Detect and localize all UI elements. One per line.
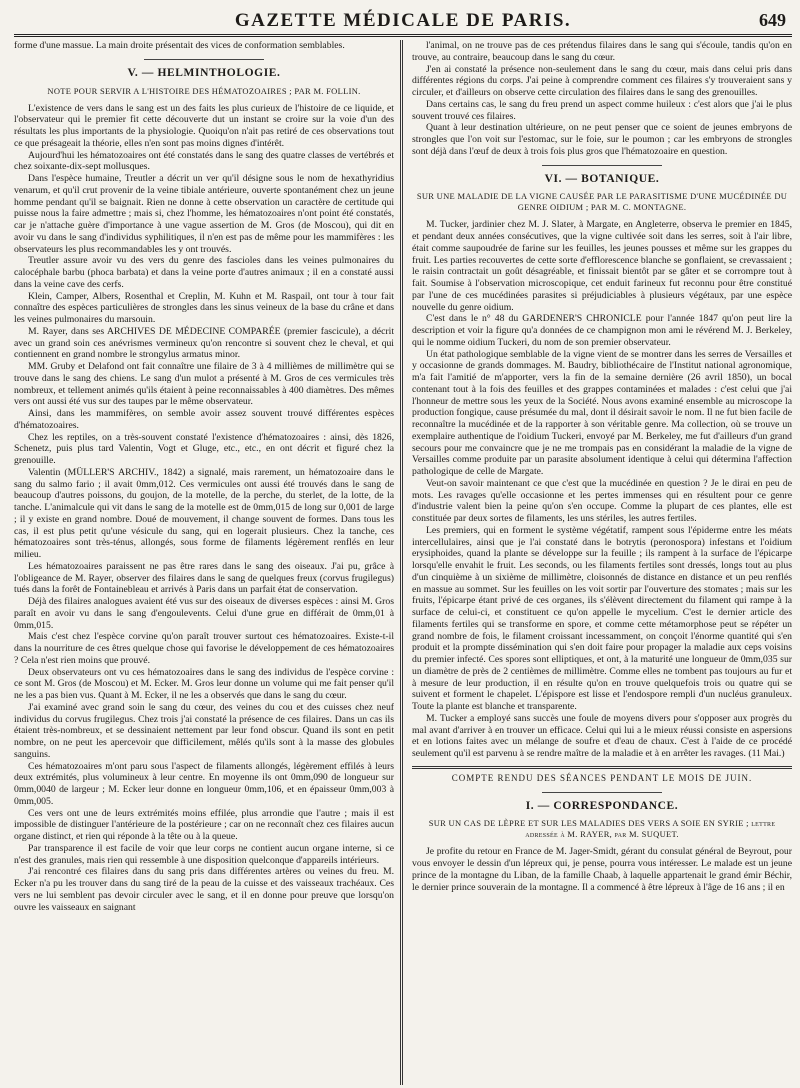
page-number: 649 xyxy=(759,10,786,30)
intro-paragraph: forme d'une massue. La main droite présentait des vices de conformation semblables. xyxy=(14,40,345,51)
double-rule xyxy=(412,766,792,769)
paragraph: L'existence de vers dans le sang est un des faits les plus curieux de l'histoire de ce liquide, et l'observateur qui le premier fit cette découverte dut un instant se croire sur la voie d'un des résultats les plus importants de la physiologie. Quoiqu'on n'ait pas retiré de ces observations tout ce que présageait la théorie, elles n'en sont pas moins dignes d'intérêt. xyxy=(14,102,395,149)
paragraph: l'animal, on ne trouve pas de ces prétendus filaires dans le sang qui s'écoule, tandis qu'on en trouve, au contraire, beaucoup dans le sang du cœur. xyxy=(412,40,792,63)
report-title: COMPTE RENDU DES SÉANCES PENDANT LE MOIS DE JUIN. xyxy=(451,772,753,783)
divider xyxy=(542,792,662,793)
masthead xyxy=(14,6,792,32)
article-subtitle-follin: NOTE POUR SERVIR A L'HISTOIRE DES HÉMATOZOAIRES ; PAR M. FOLLIN. xyxy=(47,85,361,96)
paragraph: Dans l'espèce humaine, Treutler a décrit un ver qu'il désigne sous le nom de hexathyridius venarum, et qu'il crut provenir de la veine tibiale antérieure, ouverte spontanément chez un jeune homme pendant qu'il se baignait. Rien ne donne à cette observation un caractère de certitude qui puisse nous la faire admettre ; mais si, chez l'homme, les hématozoaires n'ont point été constatés, car je n'attache guère d'importance à une vague assertion de M. Gros (de Moscou), qui dit en avoir vu dans le sang d'individus syphilitiques, il n'en est pas de même pour les mammifères : les observateurs les plus recommandables les y ont trouvés. xyxy=(14,173,395,255)
letter-body xyxy=(412,846,792,893)
paragraph: Mais c'est chez l'espèce corvine qu'on paraît trouver surtout ces hématozoaires. Existe-t-il dans la nourriture de ces êtres quelque chose qui favorise le développement de ces hématozoaires ? Cela n'est rien moins que prouvé. xyxy=(14,631,395,666)
divider xyxy=(542,165,662,166)
article-subtitle-montagne: SUR UNE MALADIE DE LA VIGNE CAUSÉE PAR LE PARASITISME D'UNE MUCÉDINÉE DU GENRE OIDIUM ; PAR M. C. MONTAGNE. xyxy=(416,191,788,213)
paragraph: Ces hématozoaires m'ont paru sous l'aspect de filaments allongés, légèrement effilés à leurs deux extrémités, plus volumineux à leur centre. En moyenne ils ont 0mm,090 de longueur sur 0mm,0040 de largeur ; M. Ecker leur donne en longueur 0mm,106, et en épaisseur 0mm,003 à 0mm,005. xyxy=(14,760,395,807)
paragraph: MM. Gruby et Delafond ont fait connaître une filaire de 3 à 4 millièmes de millimètre qui se trouve dans le sang des chiens. Le sang d'un mulot a présenté à M. Gros de ces vermicules très nombreux, et tellement animés qu'ils étaient à peine reconnaissables à 400 diamètres. Des mêmes vers ont aussi été vus sur des taupes par le même observateur. xyxy=(14,361,395,408)
section-title-botanique: VI. — BOTANIQUE. xyxy=(544,172,660,185)
paragraph: J'ai rencontré ces filaires dans du sang pris dans différentes artères ou veines du freu. M. Ecker n'a pu les trouver dans du sang tiré de la peau de la cuisse et des vaisseaux trachéaux. Ces vers ne lui semblent pas devoir circuler avec le sang, et il en donne pour preuve que lorsqu'on ouvre les vaisseaux en saignant xyxy=(14,866,395,913)
right-column xyxy=(404,40,792,1085)
header-rule xyxy=(14,34,792,37)
paragraph: Valentin (MÜLLER'S ARCHIV., 1842) a signalé, mais rarement, un hématozoaire dans le sang du salmo fario ; il avait 0mm,012. Ces vermicules ont aussi été trouvés dans le sang de beaucoup d'autres poissons, du goujon, de la motelle, de la perche, du sterlet, de la lotte, de la tanche. L'animalcule qui vit dans le sang de la motelle est de 0mm,015 de long sur 0,001 de large ; il y existe en grand nombre. Doué de mouvement, il change souvent de formes. Dans tous les cas, il est plus petit qu'une vésicule du sang, qui en logerait plusieurs. Chez la tanche, ces hématozoaires sont très-ténus, allongés, sous forme de filaments légèrement renflés en leur milieu. xyxy=(14,466,395,560)
paragraph: Ainsi, dans les mammifères, on semble avoir assez souvent trouvé différentes espèces d'hématozoaires. xyxy=(14,408,395,431)
article-subtitle-suquet: SUR UN CAS DE LÈPRE ET SUR LES MALADIES DES VERS A SOIE EN SYRIE ; lettre adressée à M. RAYER, par M. SUQUET. xyxy=(428,818,776,840)
right-article-body xyxy=(412,219,792,760)
left-column xyxy=(14,40,400,1085)
paragraph: Les hématozoaires paraissent ne pas être rares dans le sang des oiseaux. J'ai pu, grâce à l'obligeance de M. Rayer, observer des filaires dans le sang de quelques freux (corvus frugilegus) tués dans la forêt de Fontainebleau et arrivés à Paris dans un parfait état de conservation. xyxy=(14,560,395,596)
paragraph: C'est dans le n° 48 du GARDENER'S CHRONICLE pour l'année 1847 qu'on peut lire la description et voir la figure qu'a données de ce champignon mon ami le révérend M. J. Berkeley, qui le nomme oidium Tuckeri, du nom de son premier observateur. xyxy=(412,313,792,348)
section-title-helminthologie: V. — HELMINTHOLOGIE. xyxy=(127,66,281,79)
paragraph: Par transparence il est facile de voir que leur corps ne contient aucun organe interne, si ce n'est des granules, mais rien qui ressemble à une disposition quelconque d'appareils intérieurs. xyxy=(14,842,395,866)
paragraph: J'ai examiné avec grand soin le sang du cœur, des veines du cou et des cuisses chez neuf individus du corvus frugilegus. Chez trois j'ai constaté la présence de ces filaires. Dans un cas ils étaient très-nombreux, et se dessinaient nettement par leur fond obscur. Quand ils sont en petit nombre, on ne peut les apercevoir que difficilement, mêlés qu'ils sont à la masse des globules sanguins. xyxy=(14,701,395,760)
paragraph: Chez les reptiles, on a très-souvent constaté l'existence d'hématozoaires : ainsi, dès 1826, Schenetz, puis plus tard Valentin, Vogt et Gluge, etc., etc., en ont décrit et figuré chez la grenouille. xyxy=(14,431,395,466)
paragraph: Je profite du retour en France de M. Jager-Smidt, gérant du consulat général de Beyrout, pour vous envoyer le dessin d'un lépreux qui, je pense, pourra vous intéresser. Le malade est un jeune prince de la montagne du Liban, de la famille Chaab, à laquelle appartenait le grand émir Béchir, le dernier prince souverain de la montagne. Il a commencé à être lépreux à l'âge de 16 ans ; il en xyxy=(412,846,792,893)
section-title-correspondance: I. — CORRESPONDANCE. xyxy=(525,799,679,812)
paragraph: Aujourd'hui les hématozoaires ont été constatés dans le sang des quatre classes de vertébrés et chez soixante-dix-sept mollusques. xyxy=(14,149,395,173)
paragraph: M. Tucker, jardinier chez M. J. Slater, à Margate, en Angleterre, observa le premier en 1845, et pendant deux années consécutives, que la vigne cultivée soit dans les serres, soit à l'air libre, était comme saupoudrée de farine sur les feuilles, les jeunes pousses et même sur les grappes du fruit. Les parties recouvertes de cette sorte d'efflorescence blanche se gonflaient, se crevassaient ; le raisin contractait un goût désagréable, et finissait bientôt par se gâter et se corrompre tout à fait. Soumise à l'observation microscopique, cet enduit farineux fut reconnu pour être constitué par l'une de ces mucédinées parasites si préjudiciables à plusieurs végétaux, par une espèce nouvelle du genre oidium. xyxy=(412,219,792,313)
paragraph: Ces vers ont une de leurs extrémités moins effilée, plus arrondie que l'autre ; mais il est impossible de distinguer l'antérieure de la postérieure ; car on ne reconnaît chez ces filaires aucun organe distinct, et rien qui réponde à la tête ou à la queue. xyxy=(14,807,395,842)
divider xyxy=(144,59,264,60)
page-title: GAZETTE MÉDICALE DE PARIS. xyxy=(234,10,572,31)
paragraph: Déjà des filaires analogues avaient été vus sur des oiseaux de diverses espèces : ainsi M. Gros paraît en avoir vu dans le sang d'engoulevents. Celui d'une grue en différait de 0mm,01 à 0mm,015. xyxy=(14,596,395,631)
paragraph: M. Tucker a employé sans succès une foule de moyens divers pour s'opposer aux progrès du mal avant d'arriver à en trouver un efficace. Celui qui lui a le mieux réussi consiste en aspersions et en lotions faites avec un mélange de soufre et d'eau de chaux. C'est à l'aide de ce procédé seulement qu'il est parvenu à se rendre maître de la maladie et à en arrêter les ravages. (11 Mai.) xyxy=(412,712,792,759)
paragraph: Un état pathologique semblable de la vigne vient de se montrer dans les serres de Versailles et y occasionne de grands dommages. M. Baudry, bibliothécaire de l'Institut national agronomique, m'a fait l'amitié de m'apporter, vers la fin de la semaine dernière (26 avril 1850), un bocal contenant tout à la fois des feuilles et des grappes contaminées et malades : c'est celui que j'ai l'honneur de mettre sous les yeux de la Société. Nous avons examiné ensemble au microscope la production fongique, cause présumée du mal, dont il désirait savoir le nom. Il ne fut bien facile de reconnaître la mucédinée et de la rapporter à son véritable genre. Ma collection, où se trouve un exemplaire authentique de l'oidium Tuckeri, envoyé par M. Berkeley, me fut d'ailleurs d'un grand secours pour me convaincre que je ne me trompais pas en considérant la maladie de la vigne de Versailles comme produite par un parasite absolument identique à celui qui détermina l'affection pathologique de celle de Margate. xyxy=(412,348,792,477)
paragraph: Quant à leur destination ultérieure, on ne peut penser que ce soient de jeunes embryons de strongles que l'on voit sur l'estomac, sur le foie, sur le poumon ; car les embryons de strongles sont déjà dans l'œuf de deux à trois fois plus gros que l'hématozoaire en question. xyxy=(412,122,792,157)
paragraph: Veut-on savoir maintenant ce que c'est que la mucédinée en question ? Je le dirai en peu de mots. Les ravages qu'elle occasionne et les pertes immenses qui en résultent pour ce genre d'industrie valent bien la peine qu'on s'en occupe. Comme la plupart de ces plantes, elle est constituée par deux sortes de filaments, les uns stériles, les autres fertiles. xyxy=(412,477,792,524)
paragraph: J'en ai constaté la présence non-seulement dans le sang du cœur, mais dans celui pris dans différentes régions du corps. J'ai peine à comprendre comment ces filaires s'y trouveraient sans y circuler, et d'ailleurs on observe cette circulation des filaires dans le sang des grenouilles. xyxy=(412,63,792,98)
paragraph: Deux observateurs ont vu ces hématozoaires dans le sang des individus de l'espèce corvine : ce sont M. Gros (de Moscou) et M. Ecker. M. Gros leur donne un volume qui me fait penser qu'il ne les a pas bien vus. Quant à M. Ecker, il ne les a observés que dans le sang du cœur. xyxy=(14,666,395,701)
paragraph: Klein, Camper, Albers, Rosenthal et Creplin, M. Kuhn et M. Raspail, ont tour à tour fait connaître des espèces particulières de strongles dans les sinus veineux de la base du crâne et dans les veines pulmonaires du marsouin. xyxy=(14,290,395,325)
left-article-body xyxy=(14,103,394,914)
columns xyxy=(14,40,792,1085)
paragraph: Dans certains cas, le sang du freu prend un aspect comme huileux : c'est alors que j'ai le plus souvent trouvé ces filaires. xyxy=(412,98,792,122)
paragraph: M. Rayer, dans ses ARCHIVES DE MÉDECINE COMPARÉE (premier fascicule), a décrit avec un grand soin ces anévrismes vermineux qu'on rencontre si souvent chez le cheval, et qui contiennent en grand nombre le strongylus armatus minor. xyxy=(14,325,395,361)
paragraph: Les premiers, qui en forment le système végétatif, rampent sous l'épiderme entre les méats intercellulaires, ainsi que je l'ai constaté dans le botrytis (peronospora) infestans et l'oidium erysiphoides, quand la plante se développe sur la feuille ; ils rampent à la surface de l'épicarpe lorsqu'elle envahit le fruit. Les seconds, ou les filaments fertiles sont dressés, longs tout au plus d'un cinquième à un sixième de millimètre, cloisonnés de distance en distance et un peu renflés en massue au sommet. Sur les feuilles on les voit sortir par l'ouverture des stomates ; mais sur les fruits, l'épicarpe étant privé de ces organes, ils s'élèvent directement du filament qui rampe à la surface de celui-ci, et constituent ce qu'on appelle le mycelium. C'est le dernier article des filaments fertiles qui se transforme en spore, et comme cette métamorphose peut se répéter un grand nombre de fois, le filament croissant incessamment, on conçoit l'énorme quantité qui s'en produit et la prompte dissémination qui s'en doit faire pour propager la maladie aux ceps voisins du premier infecté. Ces spores sont elliptiques, et ont, à la maturité une longueur de 0mm,035 sur un diamètre de près de 2 centièmes de millimètre. Comme elles ne tombent pas toujours au fur et à mesure de leur production, il en résulte qu'on en trouve quelquefois trois ou quatre qui se suivent et forment le chapelet. L'épispore est lisse et l'endospore rempli d'un nucléus granuleux. Toute la plante est blanche et transparente. xyxy=(412,524,792,712)
paragraph: Treutler assure avoir vu des vers du genre des fascioles dans les veines pulmonaires du calocéphale barbu (phoca barbata) et dans la veine porte d'autres animaux ; il en a constaté aussi dans la veine cave des cerfs. xyxy=(14,255,395,290)
right-article-continuation xyxy=(412,40,792,158)
